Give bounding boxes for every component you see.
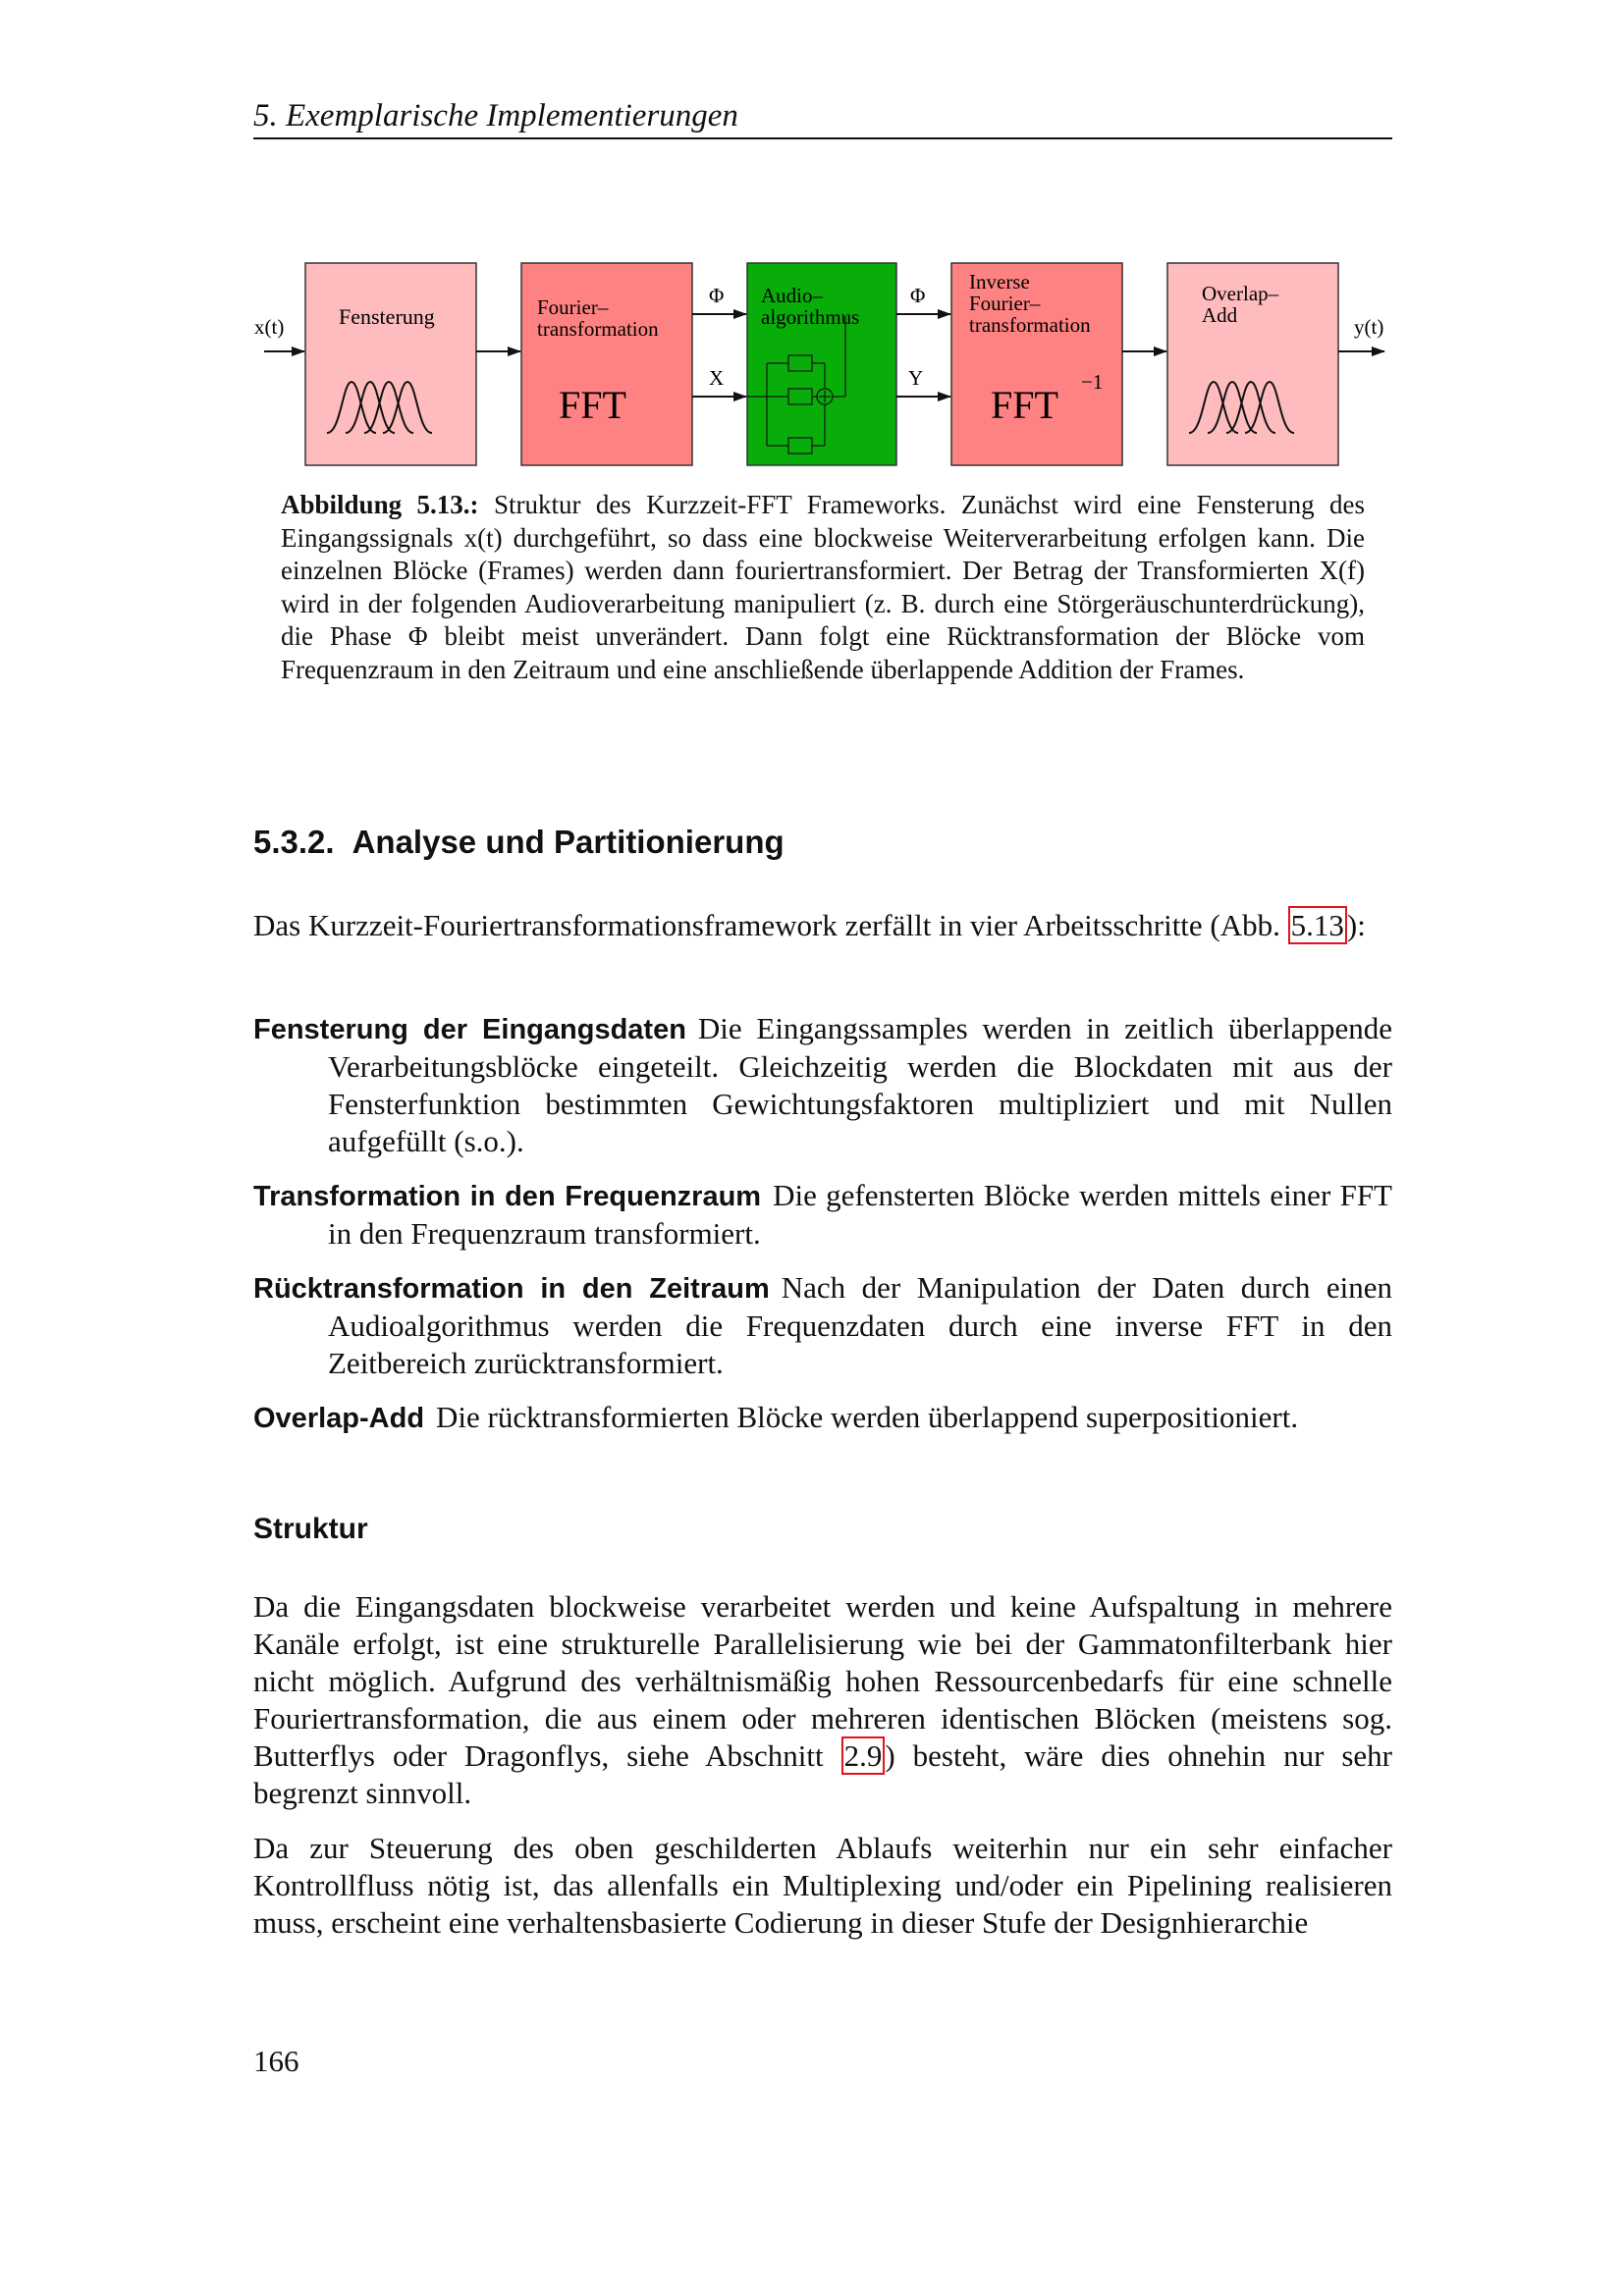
fft-block <box>521 263 692 465</box>
intro-text-before: Das Kurzzeit-Fouriertransformationsframework zerfällt in vier Arbeitsschritte (Abb. <box>253 908 1288 942</box>
block-diagram-figure <box>250 253 1399 473</box>
item-term: Fensterung der Eingangsdaten <box>253 1014 686 1045</box>
magnitude-out-label: Y <box>908 366 924 390</box>
fft-block-label-line1: Fourier– <box>537 295 609 319</box>
phase-out-label: Φ <box>910 284 926 307</box>
audio-block-label-line2: algorithmus <box>761 305 860 329</box>
item-term: Transformation in den Frequenzraum <box>253 1181 762 1212</box>
intro-text-after: ): <box>1346 908 1366 942</box>
overlap-block-label-line2: Add <box>1202 303 1238 327</box>
windowing-block <box>305 263 476 465</box>
magnitude-in-label: X <box>709 366 725 390</box>
caption-text: Struktur des Kurzzeit-FFT Frameworks. Zunächst wird eine Fensterung des Eingangssignals x(t) durchgeführt, so dass eine blockweise Weiterverarbeitung erfolgen kann. Die einzelnen Blöcke (Frames) werden dann fouriertransformiert. Der Betrag der Transformierten X(f) wird in der folgenden Audioverarbeitung manipuliert (z. B. durch eine Störgeräuschunterdrückung), die Phase Φ bleibt meist unverändert. Dann folgt eine Rücktransformation der Blöcke vom Frequenzraum in den Zeitraum und eine anschließende überlappende Addition der Frames. <box>281 490 1366 684</box>
output-signal-label: y(t) <box>1354 315 1384 339</box>
subsection-heading: Struktur <box>253 1513 368 1545</box>
item-term: Rücktransformation in den Zeitraum <box>253 1273 770 1305</box>
caption-label: Abbildung 5.13.: <box>281 490 479 519</box>
input-signal-label: x(t) <box>254 315 285 339</box>
list-item-windowing <box>253 1010 1392 1160</box>
running-head: 5. Exemplarische Implementierungen <box>253 94 1392 139</box>
item-text: Die gefensterten Blöcke werden mittels einer FFT in den Frequenzraum transformiert. <box>328 1178 1392 1251</box>
list-item-overlap-add <box>253 1399 1392 1437</box>
phase-in-label: Φ <box>709 284 725 307</box>
audio-block-label-line1: Audio– <box>761 284 823 307</box>
fft-block-label-line2: transformation <box>537 317 659 341</box>
item-text: Nach der Manipulation der Daten durch einen Audioalgorithmus werden die Frequenzdaten durch eine inverse FFT in den Zeitbereich zurücktransformiert. <box>328 1270 1392 1380</box>
ifft-block-label-line3: transformation <box>969 313 1091 337</box>
list-item-inverse-transformation <box>253 1269 1392 1382</box>
block-diagram <box>250 253 1399 473</box>
section-title: Analyse und Partitionierung <box>352 824 785 860</box>
item-text: Die Eingangssamples werden in zeitlich überlappende Verarbeitungsblöcke eingeteilt. Gleichzeitig werden die Blockdaten mit aus der Fensterfunktion bestimmten Gewichtungsfaktoren multipliziert und mit Nullen aufgefüllt (s.o.). <box>328 1011 1392 1158</box>
page-number: 166 <box>253 2044 299 2078</box>
fft-block-title: FFT <box>559 383 626 427</box>
ifft-block-label-line2: Fourier– <box>969 292 1041 315</box>
structure-paragraph-1 <box>253 1588 1392 1812</box>
para1-text-before: Da die Eingangsdaten blockweise verarbeitet werden und keine Aufspaltung in mehrere Kanäle erfolgt, ist eine strukturelle Parallelisierung wie bei der Gammatonfilterbank hier nicht möglich. Aufgrund des verhältnismäßig hohen Ressourcenbedarfs für eine schnelle Fouriertransformation, die aus einem oder mehreren identischen Blöcken (meistens sog. Butterflys oder Dragonflys, siehe Abschnitt <box>253 1589 1392 1773</box>
ifft-block-label-line1: Inverse <box>969 270 1030 294</box>
ifft-block-exponent: −1 <box>1081 370 1104 394</box>
structure-paragraph-2: Da zur Steuerung des oben geschilderten Ablaufs weiterhin nur ein sehr einfacher Kontrollfluss nötig ist, das allenfalls ein Multiplexing und/oder ein Pipelining realisieren muss, erscheint eine verhaltensbasierte Codierung in dieser Stufe der Designhierarchie <box>253 1831 1392 1940</box>
windowing-block-label: Fensterung <box>339 304 435 329</box>
figure-reference-link[interactable]: 5.13 <box>1288 906 1347 944</box>
ifft-block-title: FFT <box>991 383 1058 427</box>
section-reference-link[interactable]: 2.9 <box>841 1736 886 1775</box>
section-number: 5.3.2. <box>253 824 335 860</box>
figure-caption <box>281 489 1365 686</box>
list-item-transformation <box>253 1177 1392 1253</box>
item-text: Die rücktransformierten Blöcke werden überlappend superpositioniert. <box>436 1400 1299 1434</box>
para1-text-after: ) besteht, wäre dies ohnehin nur sehr begrenzt sinnvoll. <box>253 1738 1392 1810</box>
overlap-block-label-line1: Overlap– <box>1202 282 1279 305</box>
section-heading <box>253 823 785 862</box>
item-term: Overlap-Add <box>253 1403 425 1434</box>
intro-paragraph <box>253 907 1392 944</box>
